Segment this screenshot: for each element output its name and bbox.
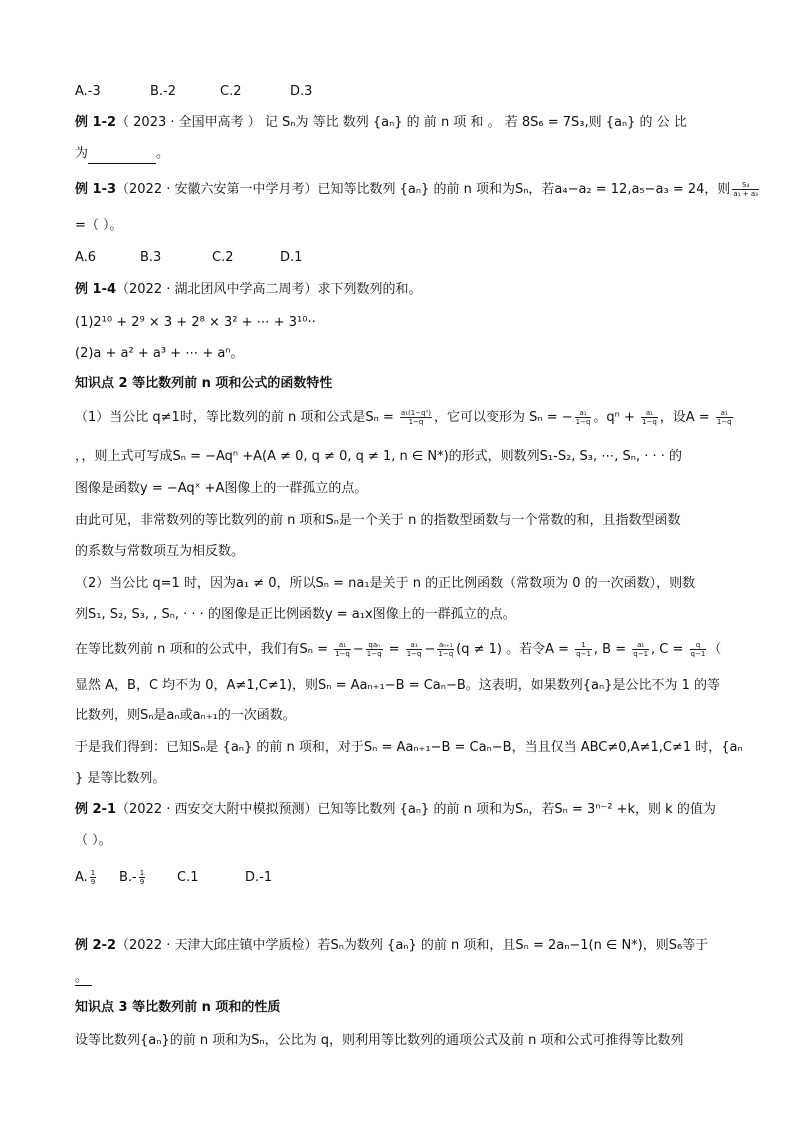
denominator: 1−q (335, 650, 350, 658)
fraction (632, 641, 649, 658)
answer-blank (88, 150, 156, 164)
numerator: a₁ (641, 409, 658, 418)
numerator: a₁(1−qⁿ) (400, 409, 432, 417)
kp2-para-line (75, 640, 734, 660)
knowledge-point-2-title: 知识点 2 等比数列前 n 项和公式的函数特性 (75, 376, 333, 391)
kp2-para-line: 于是我们得到：已知Sₙ是 {aₙ} 的前 n 项和，对于Sₙ = Aaₙ₊₁−B = Caₙ−B，当且仅当 ABC≠0,A≠1,C≠1 时，{aₙ (75, 740, 743, 755)
option-d: D.1 (280, 250, 303, 265)
text: − (352, 642, 364, 657)
numerator: 1 (575, 641, 592, 650)
kp3-para-line: 设等比数列{aₙ}的前 n 项和为Sₙ，公比为 q，则利用等比数列的通项公式及前 n 项和公式可推得等比数列 (75, 1033, 684, 1048)
denominator: q−1 (633, 650, 649, 658)
numerator: a₁ (406, 641, 423, 650)
denominator: 9 (139, 878, 145, 886)
denominator: 1−q (406, 650, 422, 658)
example-2-1-options (75, 868, 734, 888)
example-1-3-options (75, 248, 734, 268)
text: (q ≠ 1) 。若令A = (456, 642, 574, 657)
example-2-1-line1 (75, 800, 734, 820)
text: 。qⁿ + (593, 410, 640, 425)
option-b (119, 868, 177, 888)
example-text: （2022 · 天津大邱庄镇中学质检）若Sₙ为数列 {aₙ} 的前 n 项和，且Sₙ = 2aₙ−1(n ∈ N*)，则S₆等于 (116, 938, 709, 953)
numerator: a₁ (334, 641, 351, 650)
example-text: （2022 · 西安交大附中模拟预测）已知等比数列 {aₙ} 的前 n 项和为Sₙ，若Sₙ = 3ⁿ⁻² +k，则 k 的值为 (116, 802, 716, 817)
fraction (575, 409, 592, 426)
numerator: S₄ (732, 181, 759, 190)
option-c: C.1 (177, 870, 199, 885)
fraction (575, 641, 592, 658)
option-d: D.3 (290, 84, 313, 99)
example-label: 例 1-3 (75, 182, 117, 197)
fraction (406, 641, 423, 658)
example-1-3-line1 (75, 180, 758, 200)
numerator: a₁ (716, 409, 733, 418)
text: , C = (651, 642, 688, 657)
example-1-2-line2 (75, 144, 734, 164)
example-label: 例 1-4 (75, 282, 117, 297)
option-b: B.3 (140, 250, 162, 265)
example-1-4-line3 (75, 344, 734, 364)
text: （1）当公比 q≠1时，等比数列的前 n 项和公式是Sₙ = (75, 410, 398, 425)
text: = (384, 642, 404, 657)
example-text: （ 2023 · 全国甲高考 ） 记 Sₙ为 等比 数列 {aₙ} 的 前 n 项 和 。 若 8S₆ = 7S₃,则 {aₙ} 的 公 比 (116, 115, 687, 130)
kp2-para-line: 比数列，则Sₙ是aₙ或aₙ₊₁的一次函数。 (75, 708, 296, 723)
denominator: 1−q (366, 650, 382, 658)
numerator: q (690, 641, 707, 650)
fraction (437, 641, 454, 658)
example-2-1-line2: （ ）。 (75, 833, 112, 848)
kp2-para-line: 显然 A，B，C 均不为 0，A≠1,C≠1)，则Sₙ = Aaₙ₊₁−B = Caₙ−B。这表明，如果数列{aₙ}是公比不为 1 的等 (75, 678, 720, 693)
denominator: 9 (90, 878, 96, 886)
kp2-para-line: 由此可见，非常数列的等比数列的前 n 项和Sₙ是一个关于 n 的指数型函数与一个常数的和，且指数型函数 (75, 513, 681, 528)
kp2-para-line: ，，则上式可写成Sₙ = −Aqⁿ +A(A ≠ 0, q ≠ 0, q ≠ 1, n ∈ N*)的形式，则数列S₁-S₂, S₃, ⋯, Sₙ, · · · 的 (75, 449, 683, 464)
example-1-2-line1 (75, 113, 734, 133)
example-2-2-line1 (75, 936, 734, 956)
knowledge-point-3-title: 知识点 3 等比数列前 n 项和的性质 (75, 1000, 281, 1015)
fraction (690, 641, 707, 658)
example-label: 例 1-2 (75, 115, 117, 130)
numerator: a₁ (575, 409, 592, 418)
numerator: qaₙ (366, 641, 383, 650)
option-prefix: B.- (119, 870, 137, 885)
kp2-para-line: 图像是函数y = −Aqˣ +A图像上的一群孤立的点。 (75, 481, 368, 496)
example-text: （2022 · 湖北团风中学高二周考）求下列数列的和。 (116, 282, 422, 297)
option-d: D.-1 (245, 870, 273, 885)
example-text: (1)2¹⁰ + 2⁹ × 3 + 2⁸ × 3² + ⋯ + 3¹⁰·· (75, 315, 316, 330)
fraction (716, 409, 733, 426)
denominator: 1−q (716, 418, 732, 426)
kp2-para-line: （2）当公比 q=1 时，因为a₁ ≠ 0，所以Sₙ = na₁是关于 n 的正比例函数（常数项为 0 的一次函数），则数 (75, 576, 696, 591)
fraction (641, 409, 658, 426)
option-a: A.6 (75, 250, 97, 265)
denominator: 1−q (575, 418, 591, 426)
fraction (732, 181, 759, 198)
fraction (90, 869, 96, 886)
denominator: q−1 (690, 650, 706, 658)
denominator: a₁ + a₃ (733, 190, 758, 198)
fraction (139, 869, 145, 886)
numerator: 1 (90, 869, 96, 877)
example-1-4-line1 (75, 280, 734, 300)
option-b: B.-2 (150, 84, 177, 99)
example-text: （2022 · 安徽六安第一中学月考）已知等比数列 {aₙ} 的前 n 项和为Sₙ，若a₄−a₂ = 12,a₅−a₃ = 24，则 (116, 182, 731, 197)
numerator: a₁ (632, 641, 649, 650)
kp2-para-line (75, 408, 734, 428)
option-prefix: A. (75, 870, 88, 885)
denominator: 1−q (438, 650, 454, 658)
text: ，它可以变形为 Sₙ = − (434, 410, 573, 425)
denominator: 1−q (642, 418, 657, 426)
example-text: (2)a + a² + a³ + ⋯ + aⁿ。 (75, 346, 244, 361)
example-2-2-line2 (75, 968, 734, 988)
example-1-4-line2 (75, 313, 734, 333)
example-label: 例 2-1 (75, 802, 117, 817)
text: （ (708, 642, 722, 657)
text: , B = (593, 642, 631, 657)
option-a (75, 868, 119, 888)
kp2-para-line: 列S₁, S₂, S₃, , Sₙ, · · · 的图像是正比例函数y = a₁x图像上的一群孤立的点。 (75, 607, 516, 622)
kp2-para-line: } 是等比数列。 (75, 771, 166, 786)
numerator: 1 (139, 869, 145, 877)
denominator: 1−q (408, 418, 424, 426)
example-text: 为 (75, 146, 89, 161)
example-text: =（ ）。 (75, 218, 123, 233)
option-c: C.2 (212, 250, 234, 265)
denominator: q−1 (576, 650, 591, 658)
text: − (424, 642, 436, 657)
fraction (400, 409, 432, 426)
answer-blank: 。 (75, 970, 92, 986)
fraction (334, 641, 351, 658)
fraction (366, 641, 383, 658)
text: 在等比数列前 n 项和的公式中，我们有Sₙ = (75, 642, 333, 657)
example-text: 。 (156, 146, 170, 161)
text: ，设A = (659, 410, 714, 425)
example-1-3-line2 (75, 216, 734, 236)
example-1-1-options (75, 82, 734, 102)
option-a: A.-3 (75, 84, 101, 99)
option-c: C.2 (220, 84, 242, 99)
example-label: 例 2-2 (75, 938, 117, 953)
kp2-para-line: 的系数与常数项互为相反数。 (75, 544, 245, 559)
numerator: aₙ₊₁ (438, 641, 453, 649)
